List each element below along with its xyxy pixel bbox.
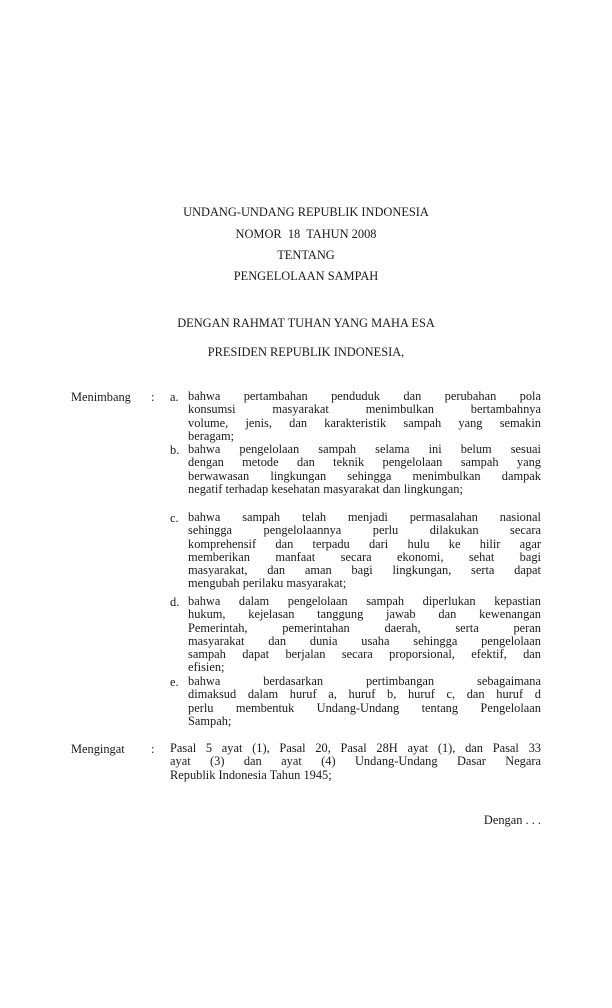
item-line: mengubah perilaku masyarakat; — [188, 576, 347, 591]
item-line: sampah dapat berjalan secara proporsional, efektif, dan — [188, 647, 541, 662]
item-line: negatif terhadap kesehatan masyarakat dan lingkungan; — [188, 481, 463, 496]
item-line: sehingga pengelolaannya perlu dilakukan secara — [188, 523, 541, 538]
blessing: DENGAN RAHMAT TUHAN YANG MAHA ESA — [177, 316, 435, 330]
continuation-text: Dengan . . . — [483, 813, 541, 827]
law-subject: PENGELOLAAN SAMPAH — [233, 269, 379, 283]
menimbang-label: Menimbang — [71, 390, 131, 404]
item-line: masyarakat, dan aman bagi lingkungan, serta dapat — [188, 563, 541, 578]
item-marker: b. — [170, 443, 180, 457]
item-line: Pemerintah, pemerintahan daerah, serta peran — [188, 620, 541, 635]
item-marker: c. — [170, 511, 179, 525]
item-line: dengan metode dan teknik pengelolaan sampah yang — [188, 455, 541, 470]
law-about: TENTANG — [277, 248, 335, 262]
mengingat-line: ayat (3) dan ayat (4) Undang-Undang Dasar Negara — [170, 754, 541, 769]
consideration-item — [170, 390, 541, 443]
item-line: efisien; — [188, 660, 225, 675]
consideration-item — [170, 511, 541, 591]
mengingat-line: Republik Indonesia Tahun 1945; — [170, 767, 332, 782]
item-line: komprehensif dan terpadu dari hulu ke hilir agar — [188, 536, 541, 551]
item-line: Sampah; — [188, 713, 232, 728]
mengingat-label: Mengingat — [71, 742, 125, 756]
item-line: memberikan manfaat secara ekonomi, sehat bagi — [188, 549, 541, 564]
item-line: masyarakat dan dunia usaha sehingga pengelolaan — [188, 633, 541, 648]
item-line: hukum, kejelasan tanggung jawab dan kewenangan — [188, 607, 541, 622]
item-line: beragam; — [188, 428, 235, 443]
item-line: konsumsi masyarakat menimbulkan bertambahnya — [188, 402, 541, 417]
item-line: bahwa sampah telah menjadi permasalahan nasional — [188, 510, 541, 524]
president: PRESIDEN REPUBLIK INDONESIA, — [207, 345, 405, 359]
item-line: bahwa pengelolaan sampah selama ini belum sesuai — [188, 442, 541, 456]
menimbang-colon: : — [151, 390, 155, 404]
item-line: bahwa dalam pengelolaan sampah diperlukan kepastian — [188, 594, 541, 608]
mengingat-line: Pasal 5 ayat (1), Pasal 20, Pasal 28H ayat (1), dan Pasal 33 — [170, 741, 541, 755]
item-marker: a. — [170, 390, 179, 404]
consideration-item — [170, 675, 541, 728]
item-marker: d. — [170, 595, 180, 609]
item-line: bahwa pertambahan penduduk dan perubahan pola — [188, 389, 541, 403]
item-line: berwawasan lingkungan sehingga menimbulkan dampak — [188, 468, 541, 483]
mengingat-text — [170, 742, 541, 782]
item-line: dimaksud dalam huruf a, huruf b, huruf c, dan huruf d — [188, 687, 541, 702]
consideration-item — [170, 595, 541, 675]
item-line: perlu membentuk Undang-Undang tentang Pengelolaan — [188, 700, 541, 715]
law-number: NOMOR 18 TAHUN 2008 — [235, 227, 377, 241]
item-line: volume, jenis, dan karakteristik sampah yang semakin — [188, 415, 541, 430]
item-marker: e. — [170, 675, 179, 689]
consideration-item — [170, 443, 541, 496]
mengingat-colon: : — [151, 742, 155, 756]
item-line: bahwa berdasarkan pertimbangan sebagaimana — [188, 674, 541, 688]
law-title: UNDANG-UNDANG REPUBLIK INDONESIA — [183, 205, 429, 219]
